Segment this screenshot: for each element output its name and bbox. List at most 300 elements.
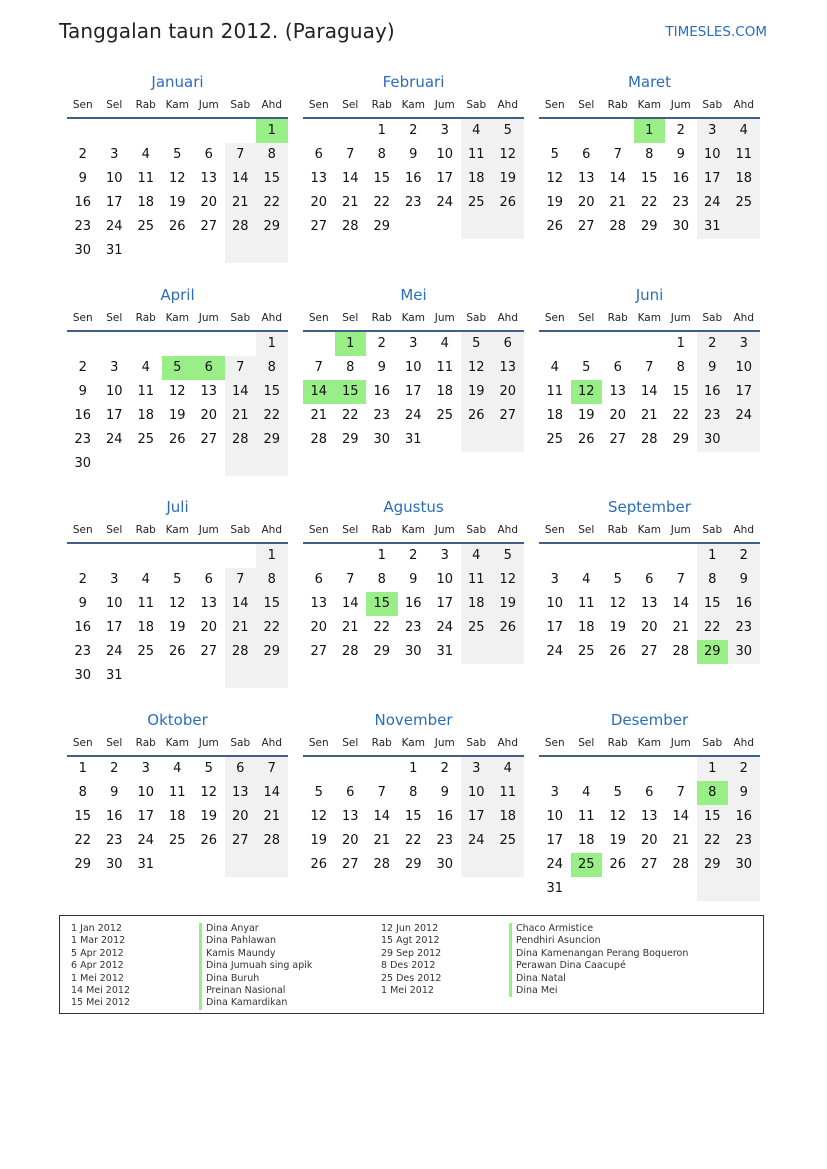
day-cell: 2 — [440, 760, 449, 776]
day-cell: 11 — [137, 383, 155, 399]
day-cell: 21 — [225, 404, 257, 428]
day-cell: 29 — [256, 215, 288, 239]
day-cell: 6 — [346, 784, 355, 800]
holiday-dates-right — [381, 923, 441, 997]
holiday-name: Dina Natal — [509, 973, 688, 985]
empty-cell — [461, 853, 493, 877]
empty-cell — [225, 452, 257, 476]
day-cell: 26 — [492, 616, 524, 640]
day-cell: 10 — [546, 596, 564, 611]
day-cell: 5 — [204, 760, 213, 776]
holiday-name: Dina Kamenangan Perang Boqueron — [509, 948, 688, 960]
day-cell: 2 — [728, 757, 760, 781]
holiday-name: Dina Mei — [509, 985, 688, 997]
weekday-label: Kam — [165, 99, 189, 111]
day-cell: 24 — [105, 431, 123, 447]
day-cell: 24 — [404, 407, 422, 423]
day-cell: 23 — [105, 832, 123, 848]
day-cell: 10 — [105, 383, 123, 399]
holiday-date: 6 Apr 2012 — [71, 960, 124, 972]
weekday-label: Sen — [72, 311, 93, 324]
day-cell: 5 — [492, 119, 524, 143]
day-cell: 9 — [697, 356, 729, 380]
day-cell: 23 — [74, 431, 92, 447]
month-name: Desember — [610, 710, 689, 729]
day-cell: 9 — [440, 784, 449, 800]
day-cell: 4 — [141, 572, 150, 587]
weekday-label: Jum — [198, 524, 219, 536]
weekday-label: Sel — [578, 524, 595, 536]
empty-cell — [539, 332, 571, 356]
day-cell: 1 — [377, 548, 386, 563]
weekday-label: Sen — [544, 736, 565, 749]
month-agustus — [303, 497, 524, 710]
day-cell: 25 — [577, 644, 595, 659]
empty-cell — [130, 664, 162, 688]
day-cell: 4 — [728, 119, 760, 143]
day-cell: 2 — [728, 544, 760, 568]
day-cell: 11 — [577, 596, 595, 611]
day-cell: 12 — [546, 171, 564, 186]
day-cell: 6 — [645, 572, 654, 587]
day-cell: 31 — [697, 215, 729, 239]
day-cell: 3 — [697, 119, 729, 143]
day-cell: 14 — [609, 171, 627, 186]
day-cell: 27 — [492, 404, 524, 428]
day-cell: 12 — [168, 383, 186, 399]
day-cell: 21 — [225, 191, 257, 215]
empty-cell — [256, 664, 288, 688]
day-cell: 29 — [697, 640, 729, 664]
day-cell: 26 — [546, 219, 564, 234]
day-cell: 15 — [697, 592, 729, 616]
day-cell: 15 — [373, 171, 391, 186]
day-cell: 31 — [404, 431, 422, 447]
day-cell: 4 — [440, 335, 449, 351]
day-cell: 2 — [377, 335, 386, 351]
day-cell: 20 — [200, 195, 218, 210]
weekday-label: Ahd — [497, 524, 518, 536]
day-cell: 18 — [492, 805, 524, 829]
day-cell: 6 — [314, 147, 323, 162]
day-cell: 25 — [137, 644, 155, 659]
day-cell: 5 — [173, 147, 182, 162]
empty-cell — [634, 877, 666, 901]
day-cell: 16 — [105, 808, 123, 824]
empty-cell — [602, 544, 634, 568]
empty-cell — [193, 452, 225, 476]
day-cell: 13 — [577, 171, 595, 186]
empty-cell — [492, 640, 524, 664]
day-cell: 4 — [582, 572, 591, 587]
weekday-header — [539, 306, 760, 330]
day-cell: 12 — [609, 596, 627, 611]
weekday-label: Kam — [165, 524, 189, 536]
day-cell: 25 — [546, 431, 564, 447]
holiday-name: Kamis Maundy — [199, 948, 312, 960]
day-cell: 28 — [373, 856, 391, 872]
day-cell: 26 — [168, 431, 186, 447]
weekday-label: Rab — [371, 311, 392, 324]
day-cell: 18 — [137, 407, 155, 423]
day-cell: 13 — [200, 383, 218, 399]
empty-cell — [571, 332, 603, 356]
day-cell: 19 — [168, 407, 186, 423]
empty-cell — [697, 877, 729, 901]
day-cell: 16 — [728, 592, 760, 616]
day-cell: 20 — [200, 620, 218, 635]
day-cell: 27 — [310, 219, 328, 234]
day-cell: 29 — [697, 853, 729, 877]
day-cell: 12 — [168, 596, 186, 611]
day-cell: 24 — [546, 856, 564, 872]
month-name: April — [160, 285, 195, 304]
holiday-name: Chaco Armistice — [509, 923, 688, 935]
day-cell: 13 — [492, 356, 524, 380]
day-cell: 15 — [640, 171, 658, 186]
day-cell: 20 — [225, 805, 257, 829]
day-cell: 12 — [168, 171, 186, 186]
weekday-label: Sen — [544, 524, 565, 536]
weekday-label: Sab — [466, 736, 487, 749]
day-cell: 5 — [461, 332, 493, 356]
weekday-label: Ahd — [497, 311, 518, 324]
day-grid — [539, 544, 760, 664]
weekday-label: Sel — [342, 524, 359, 536]
day-cell: 29 — [373, 644, 391, 659]
weekday-label: Sel — [106, 99, 123, 111]
day-cell: 18 — [137, 195, 155, 210]
weekday-label: Rab — [135, 311, 156, 324]
day-cell: 18 — [577, 620, 595, 635]
day-cell: 31 — [105, 668, 123, 683]
weekday-label: Sab — [702, 311, 723, 324]
day-cell: 3 — [110, 359, 119, 375]
holiday-name: Dina Anyar — [199, 923, 312, 935]
day-cell: 7 — [314, 359, 323, 375]
empty-cell — [335, 544, 367, 568]
day-cell: 14 — [225, 592, 257, 616]
day-cell: 25 — [492, 829, 524, 853]
month-oktober — [67, 710, 288, 923]
day-cell: 31 — [137, 856, 155, 872]
day-cell: 3 — [550, 572, 559, 587]
day-grid — [303, 544, 524, 664]
day-cell: 8 — [256, 568, 288, 592]
day-cell: 14 — [373, 808, 391, 824]
day-cell: 19 — [200, 808, 218, 824]
weekday-label: Sab — [230, 99, 251, 111]
day-cell: 7 — [256, 757, 288, 781]
empty-cell — [162, 239, 194, 263]
day-cell: 12 — [492, 568, 524, 592]
empty-cell — [602, 119, 634, 143]
day-cell: 18 — [461, 592, 493, 616]
day-cell: 21 — [225, 616, 257, 640]
month-desember — [539, 710, 760, 923]
calendar-grid — [67, 72, 760, 922]
day-cell: 3 — [728, 332, 760, 356]
day-cell: 25 — [728, 191, 760, 215]
day-cell: 20 — [200, 407, 218, 423]
day-cell: 23 — [74, 644, 92, 659]
day-cell: 31 — [105, 243, 123, 258]
empty-cell — [67, 544, 99, 568]
day-cell: 30 — [697, 428, 729, 452]
day-cell: 8 — [676, 359, 685, 375]
day-cell: 14 — [225, 380, 257, 404]
empty-cell — [492, 215, 524, 239]
month-name: Agustus — [383, 498, 444, 516]
page-title: Tanggalan taun 2012. (Paraguay) — [59, 19, 395, 43]
empty-cell — [162, 452, 194, 476]
day-cell: 26 — [461, 404, 493, 428]
day-cell: 19 — [168, 620, 186, 635]
day-cell: 3 — [110, 147, 119, 162]
empty-cell — [539, 119, 571, 143]
day-cell: 15 — [672, 383, 690, 399]
day-cell: 5 — [173, 572, 182, 587]
day-cell: 16 — [672, 171, 690, 186]
empty-cell — [539, 757, 571, 781]
day-cell: 31 — [436, 644, 454, 659]
day-cell: 6 — [613, 359, 622, 375]
day-cell: 8 — [377, 147, 386, 162]
weekday-label: Sen — [544, 311, 565, 324]
weekday-label: Sab — [466, 99, 487, 111]
day-cell: 3 — [440, 548, 449, 563]
day-cell: 24 — [105, 644, 123, 659]
weekday-label: Rab — [135, 99, 156, 111]
weekday-label: Rab — [135, 736, 156, 749]
empty-cell — [162, 664, 194, 688]
day-cell: 27 — [225, 829, 257, 853]
weekday-label: Sel — [106, 311, 123, 324]
weekday-label: Jum — [670, 736, 691, 749]
weekday-label: Sab — [230, 524, 251, 536]
empty-cell — [398, 215, 430, 239]
day-cell: 1 — [256, 544, 288, 568]
day-cell: 25 — [168, 832, 186, 848]
brand-link[interactable]: TIMESLES.COM — [665, 24, 767, 40]
day-cell: 7 — [676, 784, 685, 800]
holiday-name: Pendhiri Asuncion — [509, 935, 688, 947]
day-cell: 23 — [672, 195, 690, 210]
weekday-header — [539, 93, 760, 117]
day-cell: 6 — [314, 572, 323, 587]
day-cell: 24 — [728, 404, 760, 428]
day-cell: 13 — [200, 596, 218, 611]
weekday-label: Sel — [342, 736, 359, 749]
day-cell: 7 — [377, 784, 386, 800]
day-cell: 8 — [377, 572, 386, 587]
day-cell: 8 — [78, 784, 87, 800]
empty-cell — [634, 544, 666, 568]
empty-cell — [602, 757, 634, 781]
day-cell: 19 — [609, 620, 627, 635]
day-cell: 3 — [409, 335, 418, 351]
weekday-label: Jum — [670, 524, 691, 536]
holiday-name: Dina Pahlawan — [199, 935, 312, 947]
day-cell: 29 — [404, 856, 422, 872]
day-cell: 13 — [200, 171, 218, 186]
day-cell: 4 — [582, 784, 591, 800]
empty-cell — [67, 332, 99, 356]
holiday-date: 5 Apr 2012 — [71, 947, 124, 959]
weekday-label: Jum — [198, 99, 219, 111]
day-cell: 18 — [728, 167, 760, 191]
day-cell: 12 — [461, 356, 493, 380]
empty-cell — [225, 664, 257, 688]
month-name: Juni — [635, 285, 664, 304]
month-name: September — [608, 498, 691, 516]
weekday-label: Sel — [342, 99, 359, 111]
day-cell: 5 — [162, 356, 194, 380]
day-cell: 9 — [78, 596, 87, 611]
day-cell: 16 — [404, 171, 422, 186]
weekday-header — [303, 93, 524, 117]
day-cell: 15 — [404, 808, 422, 824]
empty-cell — [256, 853, 288, 877]
day-cell: 28 — [225, 215, 257, 239]
day-cell: 8 — [346, 359, 355, 375]
day-cell: 12 — [200, 784, 218, 800]
day-cell: 22 — [373, 620, 391, 635]
day-cell: 4 — [461, 544, 493, 568]
day-cell: 30 — [672, 219, 690, 234]
month-name: Maret — [627, 73, 672, 91]
day-cell: 28 — [672, 856, 690, 872]
empty-cell — [193, 853, 225, 877]
day-cell: 20 — [577, 195, 595, 210]
day-cell: 15 — [697, 805, 729, 829]
day-cell: 9 — [110, 784, 119, 800]
day-cell: 28 — [672, 644, 690, 659]
holiday-name: Dina Buruh — [199, 973, 312, 985]
day-cell: 23 — [697, 404, 729, 428]
holiday-name: Dina Kamardikan — [199, 997, 312, 1009]
day-cell: 2 — [409, 548, 418, 563]
weekday-header — [539, 518, 760, 542]
day-cell: 2 — [409, 123, 418, 138]
day-cell: 24 — [697, 191, 729, 215]
empty-cell — [461, 640, 493, 664]
day-cell: 16 — [373, 383, 391, 399]
day-cell: 29 — [74, 856, 92, 872]
empty-cell — [571, 544, 603, 568]
empty-cell — [303, 119, 335, 143]
day-cell: 1 — [409, 760, 418, 776]
day-cell: 24 — [436, 620, 454, 635]
day-cell: 21 — [341, 620, 359, 635]
day-cell: 27 — [200, 644, 218, 659]
day-cell: 11 — [168, 784, 186, 800]
month-name: Mei — [400, 285, 427, 304]
day-cell: 30 — [436, 856, 454, 872]
day-cell: 15 — [256, 167, 288, 191]
day-cell: 16 — [74, 195, 92, 210]
weekday-label: Rab — [371, 524, 392, 536]
empty-cell — [99, 452, 131, 476]
empty-cell — [162, 332, 194, 356]
day-cell: 2 — [78, 572, 87, 587]
day-cell: 21 — [341, 195, 359, 210]
day-cell: 1 — [676, 335, 685, 351]
empty-cell — [303, 757, 335, 781]
day-cell: 22 — [404, 832, 422, 848]
day-cell: 18 — [546, 407, 564, 423]
empty-cell — [571, 757, 603, 781]
day-cell: 17 — [461, 805, 493, 829]
month-name: November — [374, 710, 453, 729]
day-cell: 27 — [577, 219, 595, 234]
day-cell: 1 — [78, 760, 87, 776]
day-cell: 12 — [571, 380, 603, 404]
day-cell: 14 — [256, 781, 288, 805]
day-cell: 9 — [78, 171, 87, 186]
day-cell: 7 — [225, 568, 257, 592]
weekday-label: Jum — [434, 99, 455, 111]
day-cell: 30 — [74, 243, 92, 258]
day-cell: 11 — [546, 383, 564, 399]
weekday-label: Sab — [702, 736, 723, 749]
day-cell: 9 — [409, 572, 418, 587]
holiday-date: 12 Jun 2012 — [381, 923, 439, 934]
day-cell: 9 — [676, 147, 685, 162]
weekday-header — [539, 731, 760, 755]
weekday-label: Sen — [72, 736, 93, 749]
day-cell: 11 — [137, 171, 155, 186]
day-cell: 13 — [341, 808, 359, 824]
day-cell: 21 — [310, 407, 328, 423]
weekday-label: Kam — [637, 99, 661, 111]
holiday-date: 14 Mei 2012 — [71, 985, 130, 997]
empty-cell — [130, 239, 162, 263]
day-cell: 17 — [546, 620, 564, 635]
day-cell: 10 — [728, 356, 760, 380]
day-cell: 20 — [310, 195, 328, 210]
day-cell: 9 — [728, 781, 760, 805]
empty-cell — [130, 332, 162, 356]
holiday-names-right — [509, 923, 688, 997]
empty-cell — [225, 239, 257, 263]
day-cell: 25 — [436, 407, 454, 423]
day-grid — [303, 119, 524, 239]
day-cell: 16 — [436, 808, 454, 824]
day-cell: 1 — [377, 123, 386, 138]
day-cell: 2 — [697, 332, 729, 356]
month-name: Oktober — [147, 710, 208, 729]
empty-cell — [256, 239, 288, 263]
day-cell: 11 — [461, 568, 493, 592]
month-name: Februari — [382, 73, 445, 91]
day-cell: 6 — [204, 147, 213, 162]
day-cell: 19 — [577, 407, 595, 423]
day-cell: 13 — [225, 781, 257, 805]
weekday-label: Jum — [198, 736, 219, 749]
empty-cell — [303, 332, 335, 356]
weekday-header — [303, 306, 524, 330]
day-cell: 14 — [303, 380, 335, 404]
day-cell: 7 — [645, 359, 654, 375]
holiday-list — [59, 915, 764, 1014]
empty-cell — [67, 119, 99, 143]
day-cell: 12 — [492, 143, 524, 167]
weekday-label: Sel — [342, 311, 359, 324]
day-cell: 24 — [105, 219, 123, 234]
day-cell: 11 — [137, 596, 155, 611]
day-cell: 9 — [78, 383, 87, 399]
